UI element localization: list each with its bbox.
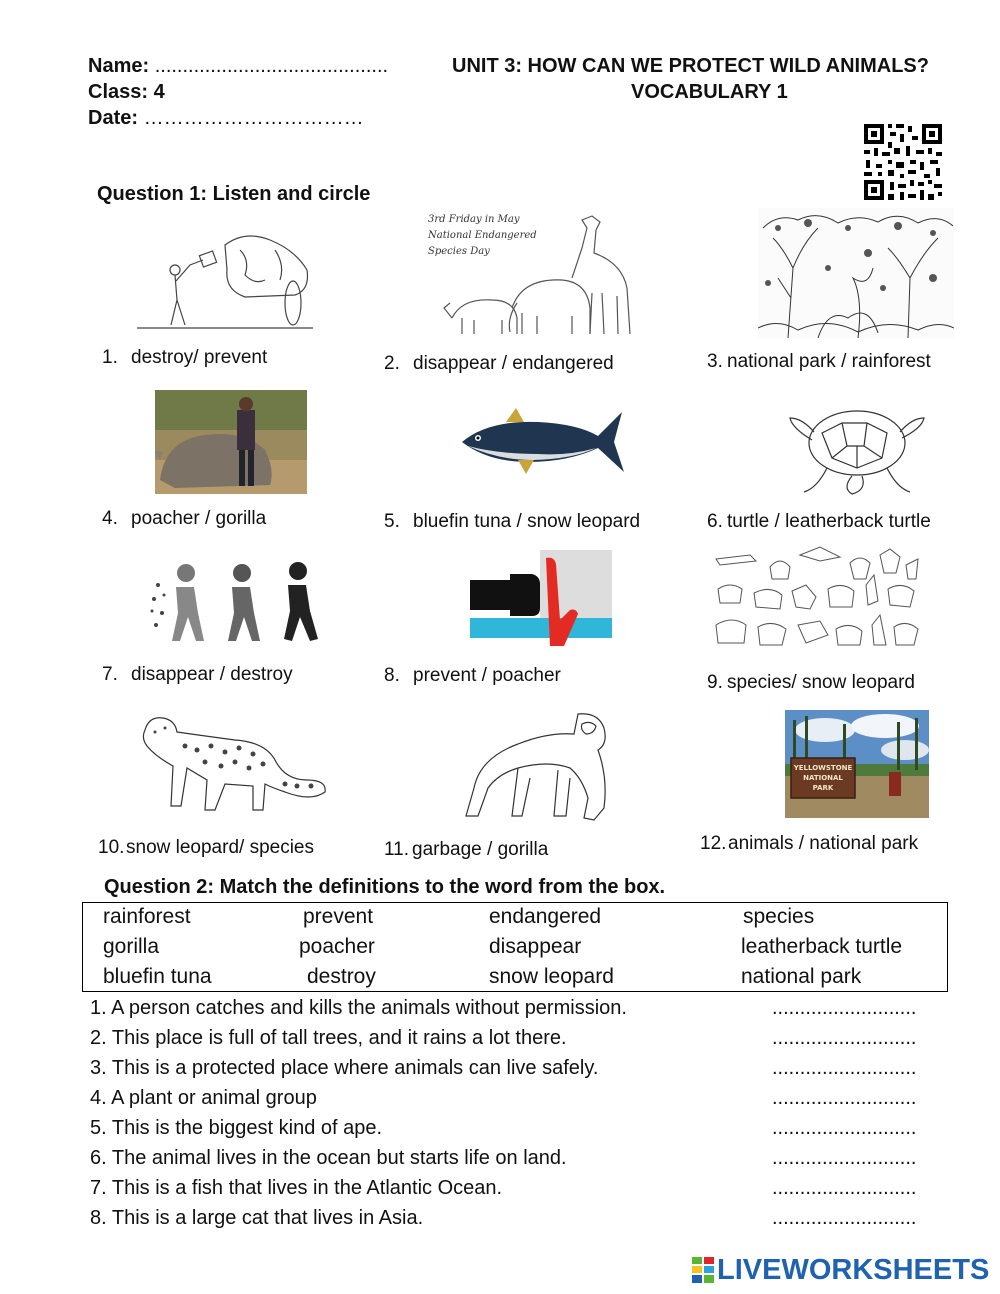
q1-item-12: 12.animals / national park xyxy=(700,833,919,854)
worksheet-subtitle: VOCABULARY 1 xyxy=(631,81,788,103)
banner-line-3: Species Day xyxy=(428,246,490,257)
answer-blank-1[interactable]: .......................... xyxy=(772,997,917,1019)
q1-item-9: 9. species/ snow leopard xyxy=(707,672,915,693)
date-line xyxy=(88,107,364,130)
question1-title: Question 1: Listen and circle xyxy=(97,183,371,205)
word-box-item: snow leopard xyxy=(489,965,614,988)
park-sign-line-3: PARK xyxy=(812,784,834,792)
name-line xyxy=(88,55,388,78)
answer-blank-2[interactable]: .......................... xyxy=(772,1027,917,1049)
gorilla-illustration-icon xyxy=(458,708,628,824)
answer-blank-4[interactable]: .......................... xyxy=(772,1087,917,1109)
answer-blank-7[interactable]: .......................... xyxy=(772,1177,917,1199)
name-dots[interactable]: .......................................... xyxy=(154,55,389,77)
answer-blank-3[interactable]: .......................... xyxy=(772,1057,917,1079)
species-illustration-icon xyxy=(710,545,922,655)
word-box-item: leatherback turtle xyxy=(741,935,903,958)
disappear-illustration-icon xyxy=(150,555,322,647)
word-box-item: gorilla xyxy=(103,935,160,958)
q1-item-number: 1. xyxy=(102,347,118,368)
park-sign-line-2: NATIONAL xyxy=(803,774,843,782)
answer-blank-6[interactable]: .......................... xyxy=(772,1147,917,1169)
q1-item-3: 3. national park / rainforest xyxy=(707,351,931,372)
poacher-photo-icon xyxy=(155,390,307,494)
date-label: Date: xyxy=(88,107,139,129)
bluefin-tuna-icon xyxy=(458,404,628,480)
word-box xyxy=(82,902,948,992)
word-box-item: national park xyxy=(741,965,862,988)
word-box-item: prevent xyxy=(303,905,374,928)
definition-5: 5. This is the biggest kind of ape. xyxy=(90,1117,383,1139)
park-sign-line-1: YELLOWSTONE xyxy=(793,764,853,772)
banner-line-1: 3rd Friday in May xyxy=(428,214,520,225)
banner-line-2: National Endangered xyxy=(428,230,537,241)
q1-item-5: 5. bluefin tuna / snow leopard xyxy=(384,511,641,532)
word-box-item: species xyxy=(743,905,815,928)
q1-item-6: 6. turtle / leatherback turtle xyxy=(707,511,931,532)
q1-item-7: 7. disappear / destroy xyxy=(102,664,293,685)
word-box-item: destroy xyxy=(307,965,376,988)
destroy-illustration-icon xyxy=(135,225,315,335)
q1-item-10: 10.snow leopard/ species xyxy=(98,837,314,858)
word-box-item: poacher xyxy=(299,935,375,958)
word-box-item: endangered xyxy=(489,905,602,928)
definition-8: 8. This is a large cat that lives in Asia. xyxy=(90,1207,424,1229)
class-label: Class: 4 xyxy=(88,81,165,103)
rainforest-illustration-icon xyxy=(758,208,954,338)
q1-item-2: 2. disappear / endangered xyxy=(384,353,614,374)
unit-title: UNIT 3: HOW CAN WE PROTECT WILD ANIMALS? xyxy=(452,55,929,77)
q1-item-4: 4. poacher / gorilla xyxy=(102,508,267,529)
definition-4: 4. A plant or animal group xyxy=(90,1087,317,1109)
word-box-item: disappear xyxy=(489,935,582,958)
turtle-illustration-icon xyxy=(782,388,932,498)
definition-1: 1. A person catches and kills the animals without permission. xyxy=(90,997,627,1019)
q1-item-11: 11. garbage / gorilla xyxy=(384,839,549,860)
word-box-item: bluefin tuna xyxy=(103,965,212,988)
endangered-animals-illustration-icon xyxy=(422,208,652,340)
answer-blank-5[interactable]: .......................... xyxy=(772,1117,917,1139)
liveworksheets-logo-icon xyxy=(692,1257,714,1283)
definition-2: 2. This place is full of tall trees, and it rains a lot there. xyxy=(90,1027,567,1049)
prevent-illustration-icon xyxy=(470,550,612,650)
q1-item-1 xyxy=(102,347,267,369)
snow-leopard-illustration-icon xyxy=(135,710,330,822)
answer-blank-8[interactable]: .......................... xyxy=(772,1207,917,1229)
definition-7: 7. This is a fish that lives in the Atlantic Ocean. xyxy=(90,1177,503,1199)
q1-item-choices[interactable]: destroy/ prevent xyxy=(131,347,268,368)
qr-code-icon xyxy=(862,122,944,202)
q1-item-8: 8. prevent / poacher xyxy=(384,665,561,686)
definition-6: 6. The animal lives in the ocean but starts life on land. xyxy=(90,1147,567,1169)
date-dots[interactable]: …………………………… xyxy=(143,107,364,129)
word-box-item: rainforest xyxy=(103,905,191,928)
question2-title: Question 2: Match the definitions to the word from the box. xyxy=(104,876,666,898)
liveworksheets-brand: LIVEWORKSHEETS xyxy=(717,1253,990,1286)
definition-3: 3. This is a protected place where animals can live safely. xyxy=(90,1057,599,1079)
name-label: Name: xyxy=(88,55,150,77)
national-park-photo-icon xyxy=(785,710,929,818)
liveworksheets-logo xyxy=(692,1254,989,1286)
